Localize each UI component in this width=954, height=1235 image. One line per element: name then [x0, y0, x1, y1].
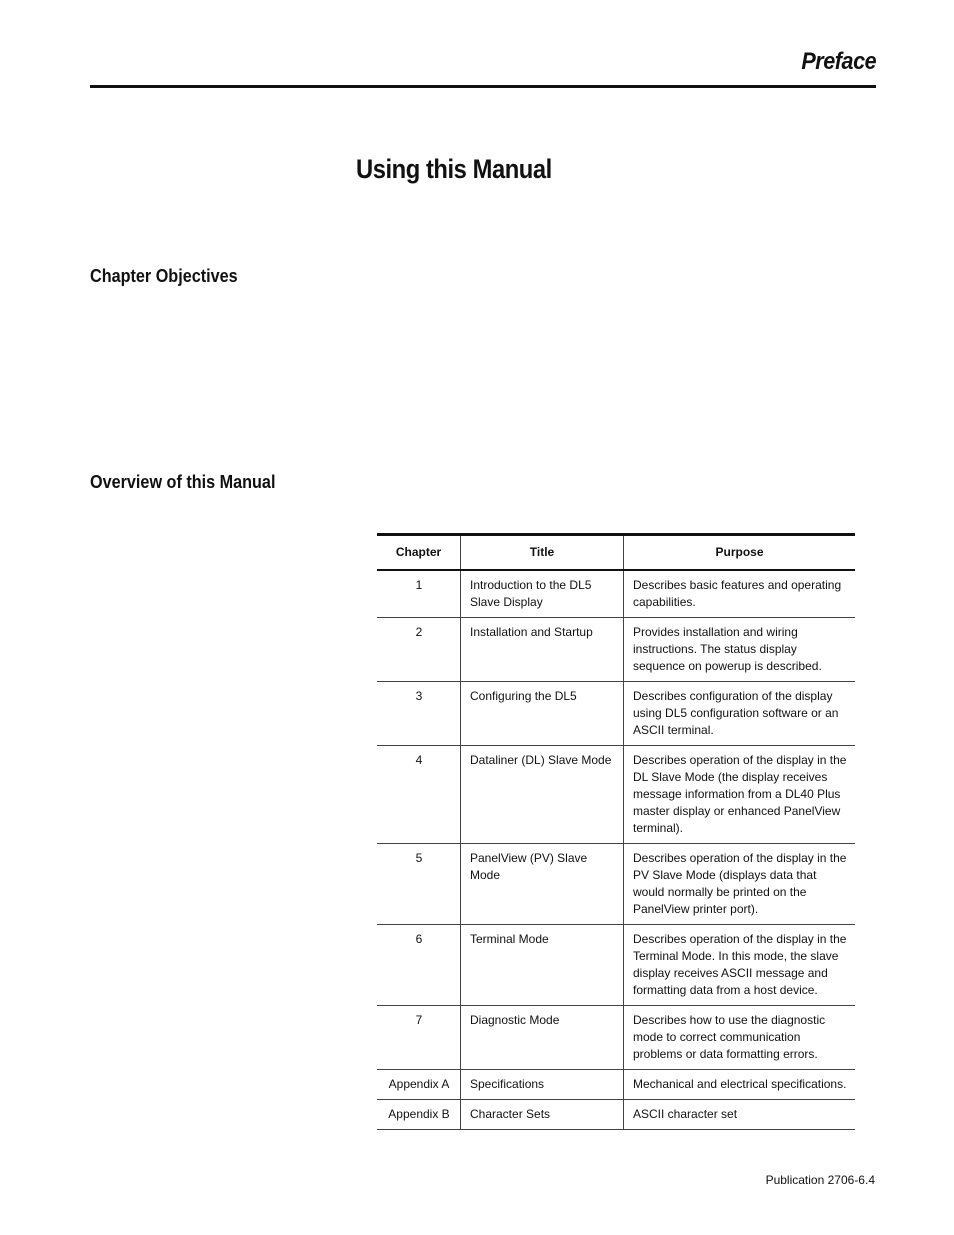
title-cell: Installation and Startup — [461, 618, 624, 682]
title-cell: Diagnostic Mode — [461, 1006, 624, 1070]
table-header-row — [377, 535, 855, 571]
table-row — [377, 746, 855, 844]
table-row — [377, 618, 855, 682]
chapter-cell: 3 — [377, 682, 461, 746]
table-row — [377, 570, 855, 618]
publication-number: Publication 2706-6.4 — [765, 1173, 875, 1187]
chapter-cell: Appendix B — [377, 1100, 461, 1130]
purpose-cell: Describes basic features and operating capabilities. — [624, 570, 856, 618]
table-row — [377, 682, 855, 746]
chapter-cell: 6 — [377, 925, 461, 1006]
chapter-cell: 4 — [377, 746, 461, 844]
chapter-cell: 7 — [377, 1006, 461, 1070]
column-header-chapter: Chapter — [377, 535, 461, 571]
table-row — [377, 1100, 855, 1130]
purpose-cell: Mechanical and electrical specifications. — [624, 1070, 856, 1100]
title-cell: PanelView (PV) Slave Mode — [461, 844, 624, 925]
purpose-cell: Describes operation of the display in the DL Slave Mode (the display receives message information from a DL40 Plus master display or enhanced PanelView terminal). — [624, 746, 856, 844]
overview-heading: Overview of this Manual — [90, 472, 276, 492]
title-cell: Dataliner (DL) Slave Mode — [461, 746, 624, 844]
column-header-purpose: Purpose — [624, 535, 856, 571]
purpose-cell: ASCII character set — [624, 1100, 856, 1130]
table-row — [377, 925, 855, 1006]
purpose-cell: Describes configuration of the display using DL5 configuration software or an ASCII terminal. — [624, 682, 856, 746]
purpose-cell: Describes how to use the diagnostic mode to correct communication problems or data formatting errors. — [624, 1006, 856, 1070]
header-rule — [90, 85, 876, 88]
table-row — [377, 1070, 855, 1100]
chapter-objectives-heading: Chapter Objectives — [90, 266, 238, 286]
page-title: Using this Manual — [356, 154, 552, 184]
title-cell: Configuring the DL5 — [461, 682, 624, 746]
purpose-cell: Provides installation and wiring instructions. The status display sequence on powerup is described. — [624, 618, 856, 682]
title-cell: Introduction to the DL5 Slave Display — [461, 570, 624, 618]
chapter-cell: 5 — [377, 844, 461, 925]
title-cell: Character Sets — [461, 1100, 624, 1130]
section-title: Preface — [801, 48, 876, 75]
chapter-cell: Appendix A — [377, 1070, 461, 1100]
chapter-cell: 2 — [377, 618, 461, 682]
column-header-title: Title — [461, 535, 624, 571]
chapter-cell: 1 — [377, 570, 461, 618]
title-cell: Terminal Mode — [461, 925, 624, 1006]
title-cell: Specifications — [461, 1070, 624, 1100]
chapter-overview-table — [377, 533, 855, 1130]
table-row — [377, 1006, 855, 1070]
purpose-cell: Describes operation of the display in the PV Slave Mode (displays data that would normally be printed on the PanelView printer port). — [624, 844, 856, 925]
table-row — [377, 844, 855, 925]
purpose-cell: Describes operation of the display in the Terminal Mode. In this mode, the slave display receives ASCII message and formatting data from a host device. — [624, 925, 856, 1006]
